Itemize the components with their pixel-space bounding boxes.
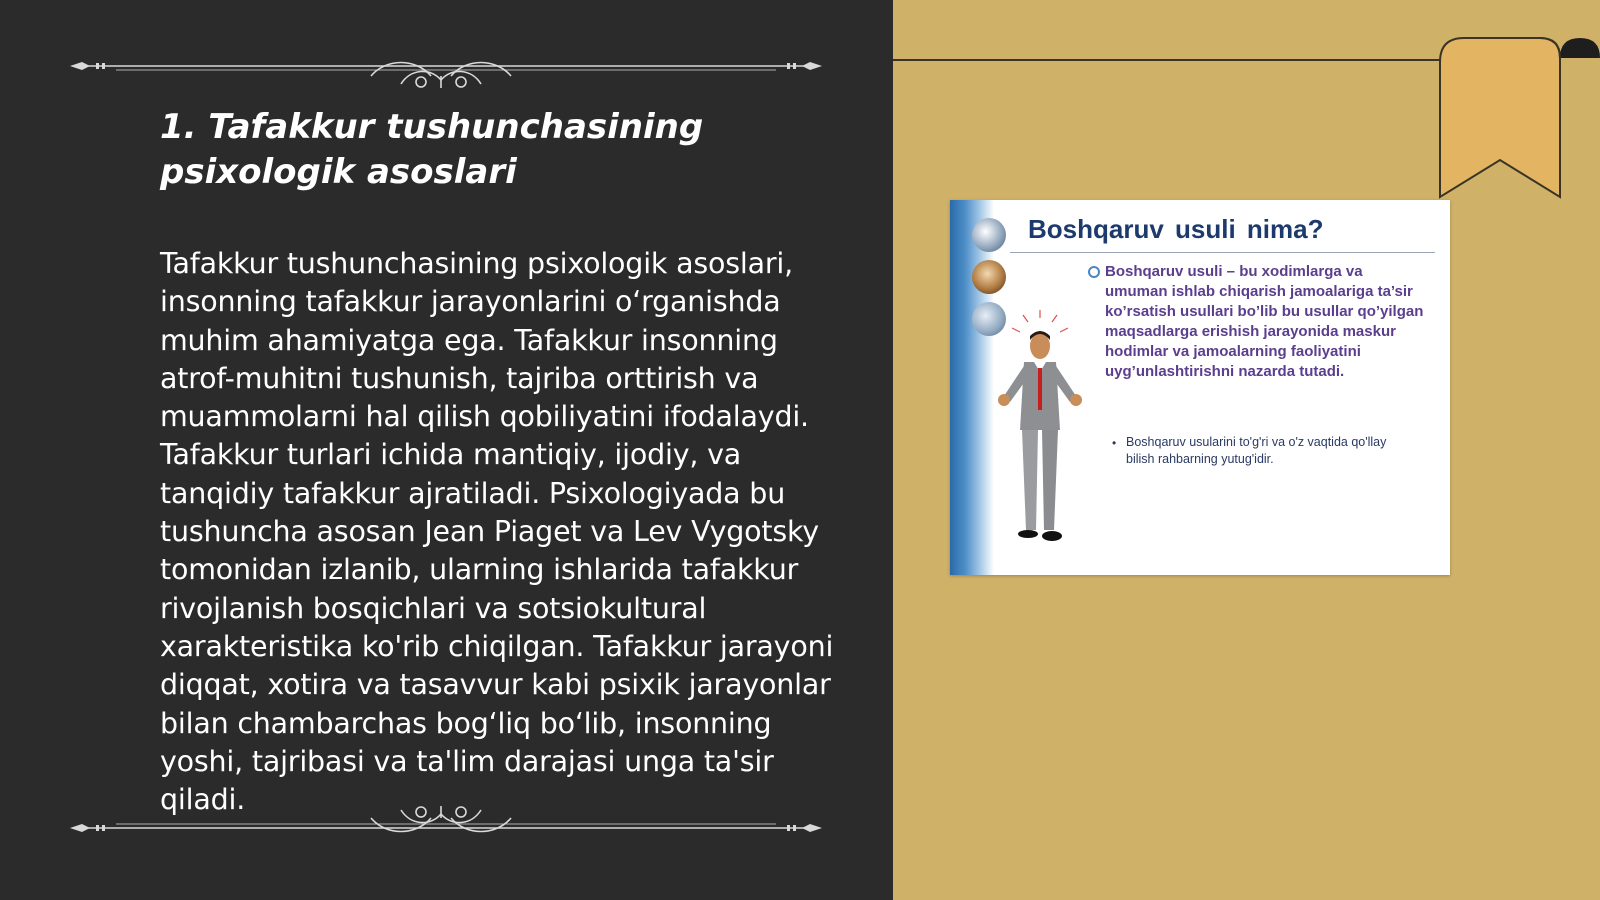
embedded-title-underline	[1010, 252, 1435, 253]
sub-bullet-dot-icon: •	[1112, 436, 1117, 450]
embedded-side-bar	[950, 200, 994, 575]
embedded-title: Boshqaruv usuli nima?	[1028, 214, 1324, 244]
globe-icon	[972, 218, 1006, 252]
divider-line	[893, 59, 1453, 61]
embedded-slide-image	[950, 200, 1450, 575]
face-icon	[972, 260, 1006, 294]
slide-title: 1. Tafakkur tushunchasining psixologik asoslari	[160, 107, 704, 192]
ornament-bottom-icon	[66, 806, 826, 846]
ornament-top-icon	[66, 48, 826, 88]
person-illustration	[990, 310, 1100, 545]
slide-body-text: Tafakkur tushunchasining psixologik asoslari, insonning tafakkur jarayonlarini o‘rganishda muhim ahamiyatga ega. Tafakkur insonning atrof-muhitni tushunish, tajriba orttirish va muammolarni hal qilish qobiliyatini ifodalaydi. Tafakkur turlari ichida mantiqiy, ijodiy, va tanqidiy tafakkur ajratiladi. Psixologiyada bu tushuncha asosan Jean Piaget va Lev Vygotsky tomonidan izlanib, ularning ishlarida tafakkur rivojlanish bosqichlari va sotsiokultural xarakteristika ko'rib chiqilgan. Tafakkur jarayoni diqqat, xotira va tasavvur kabi psixik jarayonlar bilan chambarchas bog‘liq bo‘lib, insonning yoshi, tajribasi va ta'lim darajasi unga ta'sir qiladi.	[160, 247, 834, 817]
bullet-circle-icon	[1088, 266, 1100, 278]
embedded-sub-bullet: Boshqaruv usularini to'g'ri va o'z vaqtida qo'llay bilish rahbarning yutug'idir.	[1126, 435, 1387, 466]
bookmark-icon	[1430, 32, 1600, 202]
embedded-paragraph: Boshqaruv usuli – bu xodimlarga va umuman ishlab chiqarish jamoalariga ta’sir ko’rsatish usullari bo’lib bu usullar qo’yilgan maqsadlarga erishish jarayonida maskur hodimlar va jamoalarning faoliyatini uyg’unlashtirishni nazarda tutadi.	[1105, 263, 1424, 380]
